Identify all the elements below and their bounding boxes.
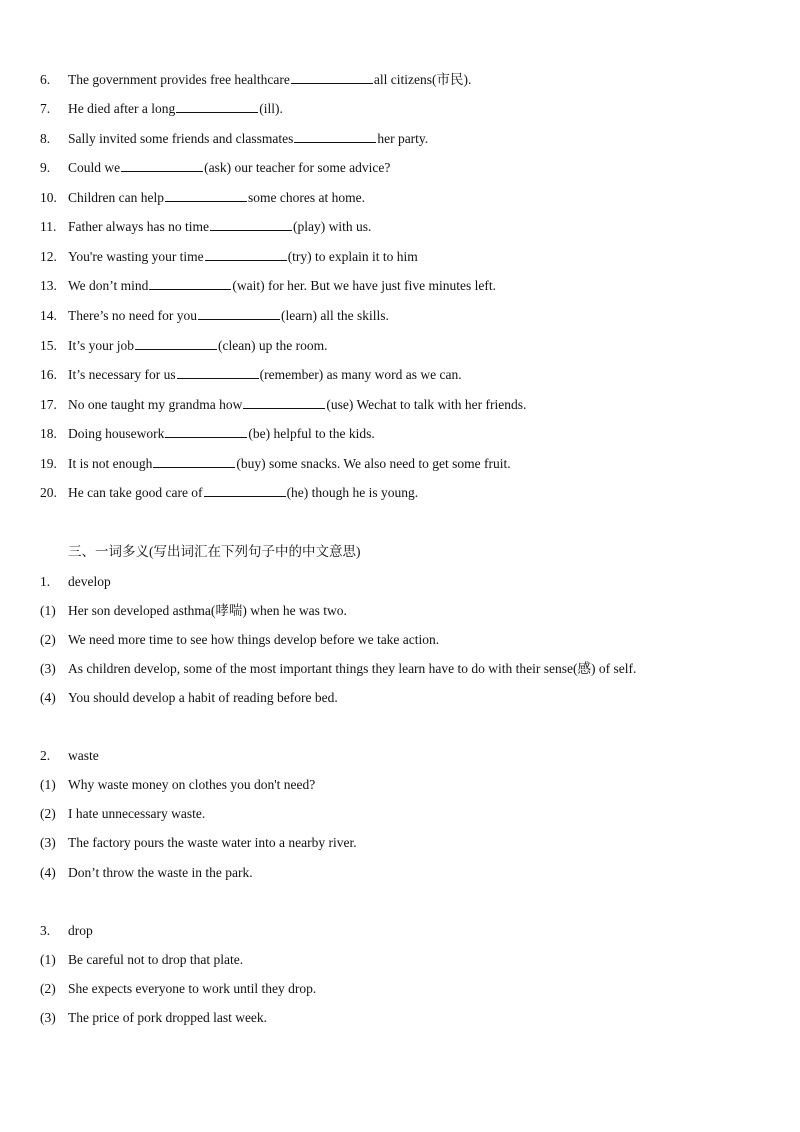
sentence-item	[40, 629, 439, 651]
sentence-item	[40, 774, 315, 796]
sentence-text: We need more time to see how things develop before we take action.	[68, 632, 440, 647]
item-text-before: You're wasting your time	[68, 249, 204, 264]
item-text-after: all citizens(市民).	[373, 72, 472, 87]
exercise-item	[40, 128, 428, 150]
item-text-after: some chores at home.	[247, 190, 365, 205]
item-text-after: her party.	[377, 131, 429, 146]
exercise-item	[40, 216, 371, 238]
item-text-before: The government provides free healthcare	[68, 72, 290, 87]
sentence-text: She expects everyone to work until they drop.	[68, 981, 317, 996]
item-number: 18.	[40, 426, 57, 441]
group-number: 2.	[40, 748, 51, 763]
item-text-before: Could we	[68, 160, 121, 175]
sentence-item	[40, 949, 243, 971]
sentence-text: You should develop a habit of reading before bed.	[68, 690, 338, 705]
sentence-text: Her son developed asthma(哮喘) when he was two.	[68, 603, 347, 618]
answer-blank[interactable]	[165, 187, 247, 202]
answer-blank[interactable]	[177, 364, 259, 379]
answer-blank[interactable]	[243, 394, 325, 409]
item-text-before: Father always has no time	[68, 219, 209, 234]
item-text-after: (clean) up the room.	[218, 338, 328, 353]
answer-blank[interactable]	[291, 69, 373, 84]
sentence-text: Be careful not to drop that plate.	[68, 952, 244, 967]
item-text-before: Children can help	[68, 190, 164, 205]
sentence-number: (1)	[40, 952, 56, 967]
sentence-number: (2)	[40, 806, 56, 821]
sentence-number: (2)	[40, 981, 56, 996]
answer-blank[interactable]	[153, 453, 235, 468]
item-text-before: He can take good care of	[68, 485, 203, 500]
exercise-item	[40, 246, 418, 268]
group-word: drop	[68, 923, 93, 938]
item-text-after: (try) to explain it to him	[287, 249, 418, 264]
item-text-before: It is not enough	[68, 456, 153, 471]
item-text-after: (wait) for her. But we have just five minutes left.	[232, 278, 496, 293]
item-text-before: Doing housework	[68, 426, 165, 441]
item-text-after: (use) Wechat to talk with her friends.	[326, 397, 527, 412]
sentence-number: (4)	[40, 865, 56, 880]
answer-blank[interactable]	[121, 157, 203, 172]
sentence-item	[40, 658, 636, 680]
sentence-number: (1)	[40, 777, 56, 792]
section-heading: 三、一词多义(写出词汇在下列句子中的中文意思)	[68, 544, 361, 559]
item-text-after: (play) with us.	[292, 219, 372, 234]
item-number: 11.	[40, 219, 57, 234]
item-number: 17.	[40, 397, 57, 412]
sentence-number: (3)	[40, 835, 56, 850]
exercise-item	[40, 275, 496, 297]
answer-blank[interactable]	[210, 216, 292, 231]
word-group-title	[40, 571, 111, 593]
answer-blank[interactable]	[205, 246, 287, 261]
item-text-after: (he) though he is young.	[286, 485, 419, 500]
group-number: 3.	[40, 923, 51, 938]
answer-blank[interactable]	[165, 423, 247, 438]
word-group-title	[40, 745, 99, 767]
item-text-after: (remember) as many word as we can.	[259, 367, 462, 382]
exercise-item	[40, 187, 365, 209]
sentence-number: (4)	[40, 690, 56, 705]
answer-blank[interactable]	[198, 305, 280, 320]
answer-blank[interactable]	[176, 98, 258, 113]
group-number: 1.	[40, 574, 51, 589]
answer-blank[interactable]	[149, 275, 231, 290]
item-text-before: It’s necessary for us	[68, 367, 176, 382]
sentence-item	[40, 687, 338, 709]
exercise-item	[40, 423, 375, 445]
sentence-number: (3)	[40, 1010, 56, 1025]
item-number: 7.	[40, 101, 51, 116]
item-number: 10.	[40, 190, 57, 205]
item-text-before: We don’t mind	[68, 278, 149, 293]
answer-blank[interactable]	[135, 335, 217, 350]
item-text-before: Sally invited some friends and classmates	[68, 131, 294, 146]
sentence-text: I hate unnecessary waste.	[68, 806, 206, 821]
item-number: 13.	[40, 278, 57, 293]
sentence-text: As children develop, some of the most important things they learn have to do with their sense(感) of self.	[68, 661, 637, 676]
answer-blank[interactable]	[294, 128, 376, 143]
sentence-text: The factory pours the waste water into a nearby river.	[68, 835, 357, 850]
sentence-item	[40, 832, 357, 854]
item-number: 19.	[40, 456, 57, 471]
item-number: 9.	[40, 160, 51, 175]
item-text-after: (be) helpful to the kids.	[248, 426, 375, 441]
item-number: 15.	[40, 338, 57, 353]
item-number: 20.	[40, 485, 57, 500]
item-text-after: (learn) all the skills.	[280, 308, 389, 323]
sentence-text: Don’t throw the waste in the park.	[68, 865, 253, 880]
exercise-item	[40, 98, 283, 120]
exercise-item	[40, 157, 390, 179]
item-number: 12.	[40, 249, 57, 264]
exercise-item	[40, 364, 462, 386]
exercise-item	[40, 482, 418, 504]
exercise-item	[40, 305, 389, 327]
exercise-item	[40, 69, 471, 91]
item-text-before: No one taught my grandma how	[68, 397, 243, 412]
sentence-item	[40, 803, 205, 825]
sentence-number: (1)	[40, 603, 56, 618]
sentence-item	[40, 600, 347, 622]
exercise-item	[40, 394, 526, 416]
exercise-item	[40, 335, 327, 357]
item-number: 14.	[40, 308, 57, 323]
item-number: 8.	[40, 131, 51, 146]
sentence-text: Why waste money on clothes you don't need?	[68, 777, 316, 792]
exercise-item	[40, 453, 511, 475]
item-text-after: (ill).	[259, 101, 283, 116]
item-number: 6.	[40, 72, 51, 87]
sentence-number: (2)	[40, 632, 56, 647]
item-text-after: (ask) our teacher for some advice?	[204, 160, 391, 175]
group-word: develop	[68, 574, 111, 589]
word-group-title	[40, 920, 93, 942]
group-word: waste	[68, 748, 99, 763]
item-text-after: (buy) some snacks. We also need to get some fruit.	[236, 456, 511, 471]
answer-blank[interactable]	[204, 482, 286, 497]
item-text-before: He died after a long	[68, 101, 176, 116]
item-number: 16.	[40, 367, 57, 382]
item-text-before: It’s your job	[68, 338, 134, 353]
item-text-before: There’s no need for you	[68, 308, 197, 323]
sentence-item	[40, 978, 316, 1000]
sentence-item	[40, 862, 253, 884]
sentence-text: The price of pork dropped last week.	[68, 1010, 268, 1025]
sentence-number: (3)	[40, 661, 56, 676]
sentence-item	[40, 1007, 267, 1029]
